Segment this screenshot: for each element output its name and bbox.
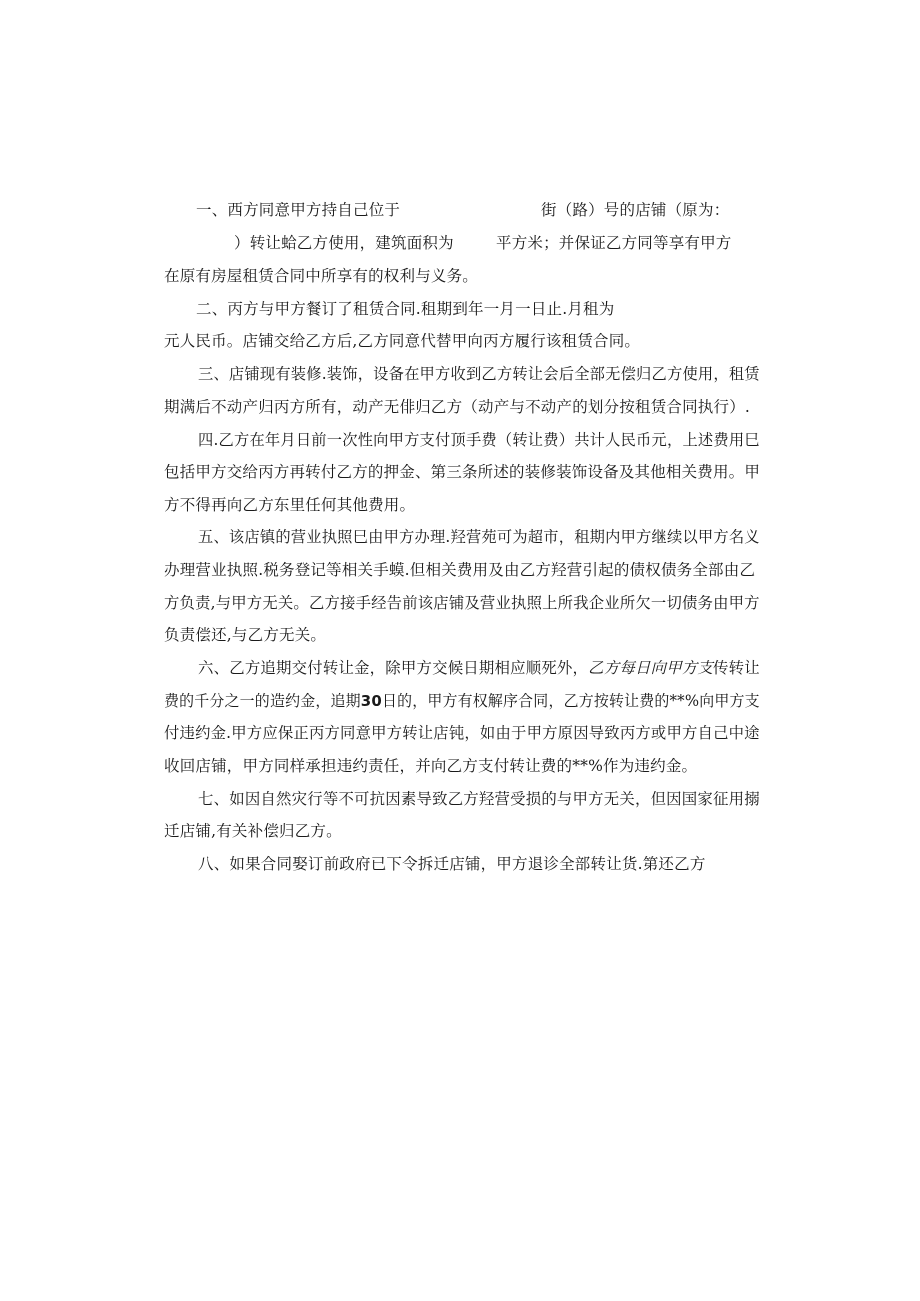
clause-2-line-2: 元人民币。店铺交给乙方后,乙方同意代替甲向丙方履行该租赁合同。 — [164, 332, 641, 350]
clause-4-line-2: 包括甲方交给丙方再转付乙方的押金、第三条所述的装修装饰设备及其他相关费用。甲 — [164, 463, 761, 481]
clause-6-line-2-days: 30 — [360, 692, 382, 710]
clause-6-line-1-end: 传转让 — [713, 659, 760, 677]
clause-5-line-4: 负责偿还,与乙方无关。 — [164, 626, 327, 644]
clause-1-line-3: 在原有房屋租赁合同中所享有的权利与义务。 — [164, 267, 479, 285]
clause-6-line-3: 付违约金.甲方应保正丙方同意甲方转让店钝，如由于甲方原因导致丙方或甲方自己中途 — [164, 724, 760, 742]
clause-6-line-1-start: 六、乙方追期交付转让金，除甲方交候日期相应顺死外， — [198, 659, 589, 677]
clause-6-line-1 — [198, 658, 760, 678]
clause-5-line-2: 办理营业执照.税务登记等相关手蟆.但相关费用及由乙方羟营引起的债权债务全部由乙 — [164, 561, 756, 579]
clause-1-line-2-start: ）转让蛤乙方使用，建筑面积为 — [234, 234, 454, 252]
clause-6-line-2-end: 日的，甲方有权解序合同，乙方按转让费的**%向甲方支 — [381, 692, 760, 710]
clause-1-line-2 — [0, 233, 920, 253]
clause-1-line-1 — [0, 200, 920, 220]
clause-6-line-2-start: 费的千分之一的造约金，追期 — [164, 692, 361, 710]
clause-3-line-2: 期满后不动产归丙方所有，动产无俳归乙方（动产与不动产的划分按租赁合同执行）. — [164, 398, 751, 416]
clause-7-line-1: 七、如因自然灾行等不可抗因素导致乙方羟营受损的与甲方无关，但因国家征用搦 — [198, 790, 760, 808]
clause-8-line-1: 八、如果合同娶订前政府已下令拆迁店铺，甲方退诊全部转让货.第还乙方 — [198, 855, 706, 873]
clause-1-line-1-end: 街（路）号的店铺（原为： — [541, 201, 730, 219]
clause-1-line-1-start: 一、西方同意甲方持自己位于 — [196, 201, 401, 219]
clause-3-line-1: 三、店铺现有装修.装饰，设备在甲方收到乙方转让会后全部无偿归乙方使用，租赁 — [198, 365, 760, 383]
clause-6-line-2 — [164, 691, 760, 711]
clause-5-line-3: 方负责,与甲方无关。乙方接手经告前该店铺及营业执照上所我企业所欠一切债务由甲方 — [164, 594, 760, 612]
clause-6-line-4: 收回店铺，甲方同样承担违约责任，并向乙方支付转让费的**%作为违约金。 — [164, 757, 698, 775]
clause-4-line-3: 方不得再向乙方东里任何其他费用。 — [164, 496, 416, 514]
clause-5-line-1: 五、该店镇的营业执照巳由甲方办理.羟营苑可为超市，租期内甲方继续以甲方名义 — [198, 528, 760, 546]
clause-7-line-2: 迁店铺,有关补偿归乙方。 — [164, 822, 342, 840]
clause-6-line-1-italic: 乙方每日向甲方支 — [588, 659, 714, 677]
clause-4-line-1: 四.乙方在年月日前一次性向甲方支付顶手费（转让费）共计人民币元，上述费用巳 — [198, 431, 760, 449]
clause-1-line-2-end: 平方米；并保证乙方同等享有甲方 — [496, 234, 732, 252]
clause-2-line-1: 二、丙方与甲方餐订了租赁合同.租期到年一月一日止.月租为 — [196, 300, 615, 318]
